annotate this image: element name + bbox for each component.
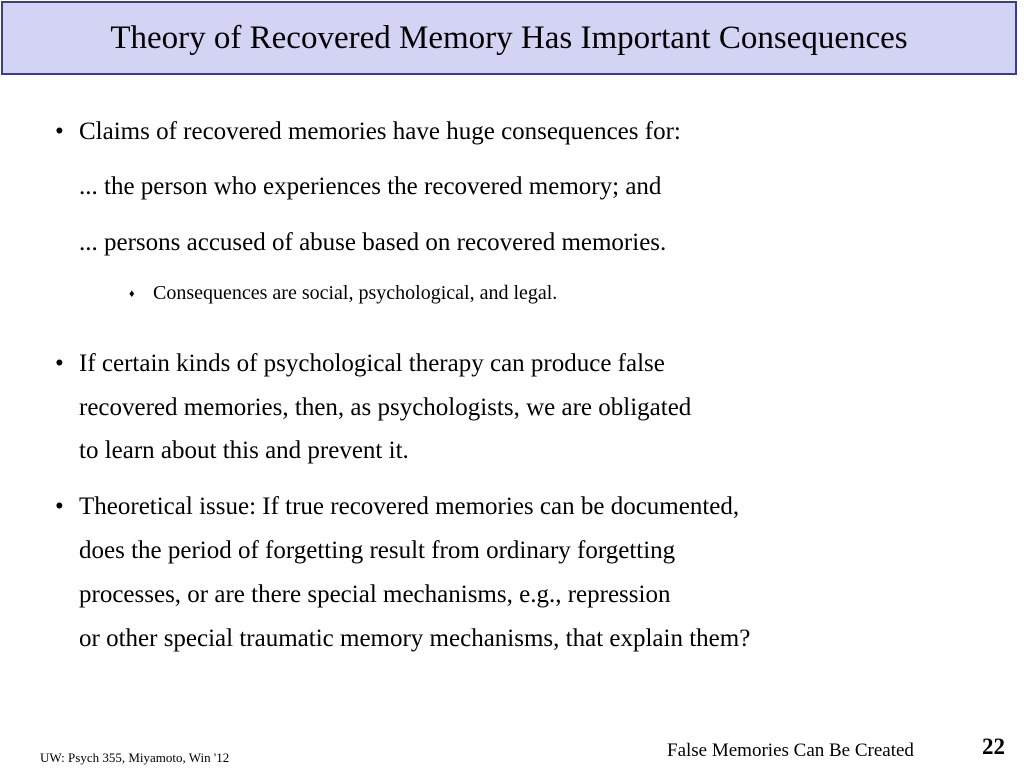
bullet-2-line-2: recovered memories, then, as psychologists, we are obligated [79, 394, 692, 421]
sub-bullet-text: Consequences are social, psychological, and legal. [153, 282, 558, 304]
bullet-3-line-1: Theoretical issue: If true recovered memories can be documented, [79, 493, 740, 520]
bullet-1-subitem-person: ... the person who experiences the recovered memory; and [79, 173, 662, 200]
slide-title: Theory of Recovered Memory Has Important Consequences [110, 19, 908, 56]
page-number: 22 [982, 734, 1005, 759]
diamond-bullet-icon: ♦ [129, 288, 135, 300]
bullet-1-subitem-accused: ... persons accused of abuse based on recovered memories. [79, 229, 667, 256]
bullet-2-line-1: If certain kinds of psychological therapy can produce false [79, 350, 665, 377]
bullet-2-line-3: to learn about this and prevent it. [79, 437, 409, 464]
footer-lecture-title: False Memories Can Be Created [667, 740, 914, 761]
bullet-marker: • [55, 493, 64, 520]
footer-course: UW: Psych 355, Miyamoto, Win '12 [40, 750, 230, 765]
bullet-marker: • [55, 350, 64, 377]
bullet-3-line-3: processes, or are there special mechanisms, e.g., repression [79, 581, 671, 608]
bullet-marker: • [55, 118, 64, 145]
bullet-3-line-2: does the period of forgetting result from ordinary forgetting [79, 537, 676, 564]
bullet-1-line-1: Claims of recovered memories have huge consequences for: [79, 118, 681, 145]
bullet-3-line-4: or other special traumatic memory mechanisms, that explain them? [79, 625, 751, 652]
